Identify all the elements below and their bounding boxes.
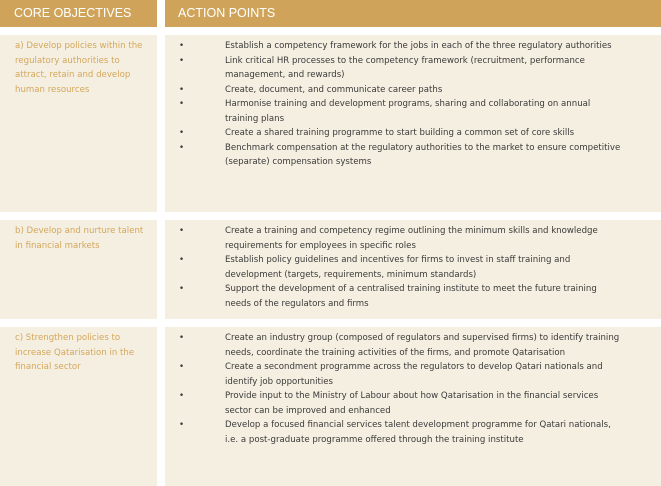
action-item: • Support the development of a centralised training institute to meet the future training needs of the regulators and firms bbox=[179, 284, 597, 309]
bullet-icon: • bbox=[179, 333, 185, 343]
bullet-icon: • bbox=[179, 99, 185, 109]
actions-a bbox=[165, 35, 661, 212]
bullet-icon: • bbox=[179, 255, 185, 265]
action-item: • Develop a focused financial services talent development programme for Qatari nationals, i.e. a post-graduate programme offered through the training institute bbox=[179, 420, 611, 445]
objective-c: c) Strengthen policies to increase Qatarisation in the financial sector bbox=[0, 327, 157, 486]
actions-b bbox=[165, 220, 661, 319]
action-item: • Benchmark compensation at the regulatory authorities to the market to ensure competitive (separate) compensation systems bbox=[179, 142, 621, 167]
bullet-icon: • bbox=[179, 362, 185, 372]
objective-b: b) Develop and nurture talent in financial markets bbox=[0, 220, 157, 319]
bullet-icon: • bbox=[179, 128, 185, 138]
action-item: • Harmonise training and development programs, sharing and collaborating on annual training plans bbox=[179, 99, 591, 124]
bullet-icon: • bbox=[179, 420, 185, 430]
bullet-icon: • bbox=[179, 55, 185, 66]
action-item: • Establish policy guidelines and incentives for firms to invest in staff training and development (targets, requirements, minimum standards) bbox=[179, 255, 571, 280]
action-points-header: ACTION POINTS bbox=[165, 0, 661, 27]
objective-a: a) Develop policies within the regulatory authorities to attract, retain and develop human resources bbox=[0, 35, 157, 212]
action-item: • Create a training and competency regime outlining the minimum skills and knowledge requirements for employees in specific roles bbox=[179, 226, 598, 251]
core-objectives-header: CORE OBJECTIVES bbox=[0, 0, 157, 27]
action-item: • Create a shared training programme to start building a common set of core skills bbox=[165, 126, 661, 141]
bullet-icon: • bbox=[179, 41, 185, 51]
bullet-icon: • bbox=[179, 284, 185, 294]
action-item: • Create, document, and communicate career paths bbox=[165, 83, 661, 98]
action-item: • Provide input to the Ministry of Labour about how Qatarisation in the financial services sector can be improved and enhanced bbox=[179, 391, 599, 416]
action-item: • Link critical HR processes to the competency framework (recruitment, performance management, and rewards) bbox=[179, 55, 585, 80]
bullet-icon: • bbox=[179, 391, 185, 401]
action-item: • Establish a competency framework for the jobs in each of the three regulatory authorities bbox=[165, 39, 661, 54]
bullet-icon: • bbox=[179, 84, 185, 95]
actions-c bbox=[165, 327, 661, 486]
bullet-icon: • bbox=[179, 142, 185, 153]
bullet-icon: • bbox=[179, 226, 185, 236]
action-item: • Create a secondment programme across the regulators to develop Qatari nationals and identify job opportunities bbox=[179, 362, 603, 387]
action-item: • Create an industry group (composed of regulators and supervised firms) to identify training needs, coordinate the training activities of the firms, and promote Qatarisation bbox=[179, 333, 620, 358]
